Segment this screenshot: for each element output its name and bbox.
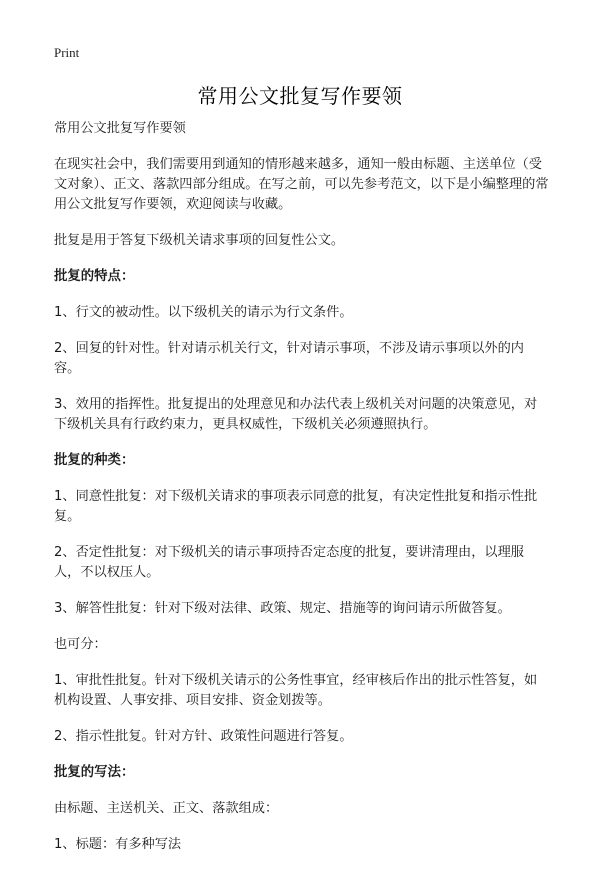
paragraph: 3、解答性批复：针对下级对法律、政策、规定、措施等的询问请示所做答复。: [54, 601, 511, 616]
section-heading: 批复的特点：: [54, 269, 135, 284]
paragraph: 1、同意性批复：对下级机关请求的事项表示同意的批复，有决定性批复和指示性批复。: [54, 489, 538, 524]
paragraph: 2、回复的针对性。针对请示机关行文，针对请示事项，不涉及请示事项以外的内容。: [54, 341, 524, 376]
page-title: 常用公文批复写作要领: [197, 84, 403, 108]
paragraph: 1、行文的被动性。以下级机关的请示为行文条件。: [54, 305, 353, 320]
section-heading: 批复的写法：: [54, 765, 135, 780]
paragraph: 2、否定性批复：对下级机关的请示事项持否定态度的批复，要讲清理由，以理服人，不以权压人。: [54, 545, 524, 580]
paragraph: 批复是用于答复下级机关请求事项的回复性公文。: [54, 233, 345, 248]
paragraph: 1、审批性批复。针对下级机关请示的公务性事宜，经审核后作出的批示性答复，如机构设置、人事安排、项目安排、资金划拨等。: [54, 673, 538, 708]
paragraph: 也可分：: [54, 637, 107, 652]
paragraph: 2、指示性批复。针对方针、政策性问题进行答复。: [54, 729, 353, 744]
paragraph: 在现实社会中，我们需要用到通知的情形越来越多，通知一般由标题、主送单位（受文对象）、正文、落款四部分组成。在写之前，可以先参考范文，以下是小编整理的常用公文批复写作要领，欢迎阅读与收藏。: [54, 157, 549, 212]
paragraph: 常用公文批复写作要领: [54, 121, 186, 136]
print-link[interactable]: Print: [54, 45, 80, 60]
paragraph: 由标题、主送机关、正文、落款组成：: [54, 801, 279, 816]
section-heading: 批复的种类：: [54, 453, 135, 468]
article-body: [54, 119, 550, 871]
paragraph: 1、标题：有多种写法: [54, 837, 182, 852]
paragraph: 3、效用的指挥性。批复提出的处理意见和办法代表上级机关对问题的决策意见，对下级机关具有行政约束力，更具权威性，下级机关必须遵照执行。: [54, 397, 538, 432]
